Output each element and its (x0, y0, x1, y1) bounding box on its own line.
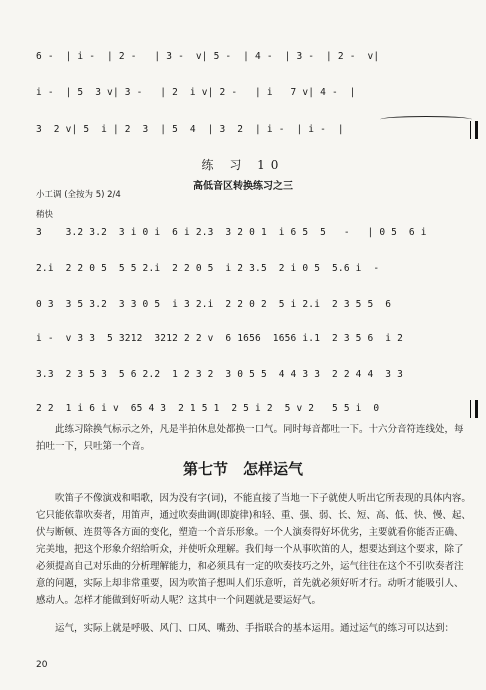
score-line: 0 3 3 5 3.2 3 3 0 5 i 3 2.i 2 2 0 2 5 i 2.i 2 3 5 5 6 (36, 299, 392, 310)
body-paragraph: 吹笛子不像演戏和唱歌，因为没有字(词)，不能直接了当地一下子就使人听出它所表现的具体内容。它只能依靠吹奏者，用笛声，通过吹奏曲调(即旋律)和轻、重、强、弱、长、短、高、低、快、慢、起、伏与断顿、连贯等各方面的变化，塑造一个音乐形象。一个人演奏得好坏优劣，主要就看你能否正确、完美地，把这个形象介绍给听众，并使听众理解。我们每一个从事吹笛的人，想要达到这个要求，除了必须提高自己对乐曲的分析理解能力，和必须具有一定的吹奏技巧之外，运气往往在这个不引吹奏者注意的问题，实际上却非常重要，因为吹笛子想叫人们乐意听，首先就必须好听才行。动听才能吸引人、感动人。怎样才能做到好听动人呢？这其中一个问题就是要运好气。 (36, 493, 471, 606)
slur-mark (380, 116, 472, 123)
exercise-note: 此练习除换气标示之外，凡是半拍休息处都换一口气。同时每音都吐一下。十六分音符连线处，每拍吐一下，只吐第一个音。 (36, 424, 464, 452)
end-barline (470, 400, 478, 418)
score-line: 2.i 2 2 0 5 5 5 2.i 2 2 0 5 i 2 3.5 2 i 0 5 5.6 i - (36, 263, 380, 274)
score-line: i - v 3 3 5 3212 3212 2 2 v 6 1656 1656 i.1 2 3 5 6 i 2 (36, 333, 404, 344)
score-line: 2 2 1 i 6 i v 65 4 3 2 1 5 1 2 5 i 2 5 v 2 5 5 i 0 (36, 403, 380, 414)
section-title: 第七节 怎样运气 (182, 460, 303, 478)
score-line: 3 2 v| 5 i | 2 3 | 5 4 | 3 2 | i - | i - | (36, 124, 344, 135)
score-line: i - | 5 3 v| 3 - | 2 i v| 2 - | i 7 v| 4 - | (36, 87, 356, 98)
exercise-title: 练 习 10 (201, 158, 285, 172)
end-barline (470, 121, 478, 139)
score-line: 3.3 2 3 5 3 5 6 2.2 1 2 3 2 3 0 5 5 4 4 3 3 2 2 4 4 3 3 (36, 369, 404, 380)
page-number: 20 (36, 660, 48, 670)
tempo-marking: 稍快 (36, 210, 54, 220)
key-signature: 小工调 (全按为 5) 2/4 (36, 190, 121, 200)
score-line: 3 3.2 3.2 3 i 0 i 6 i 2.3 3 2 0 1 i 6 5 5 - | 0 5 6 i (36, 227, 427, 238)
exercise-subtitle: 高低音区转换练习之三 (193, 181, 293, 192)
body-paragraph: 运气，实际上就是呼吸、风门、口风、嘴劲、手指联合的基本运用。通过运气的练习可以达到： (55, 623, 455, 634)
score-line: 6 - | i - | 2 - | 3 - v| 5 - | 4 - | 3 - | 2 - v| (36, 51, 380, 62)
